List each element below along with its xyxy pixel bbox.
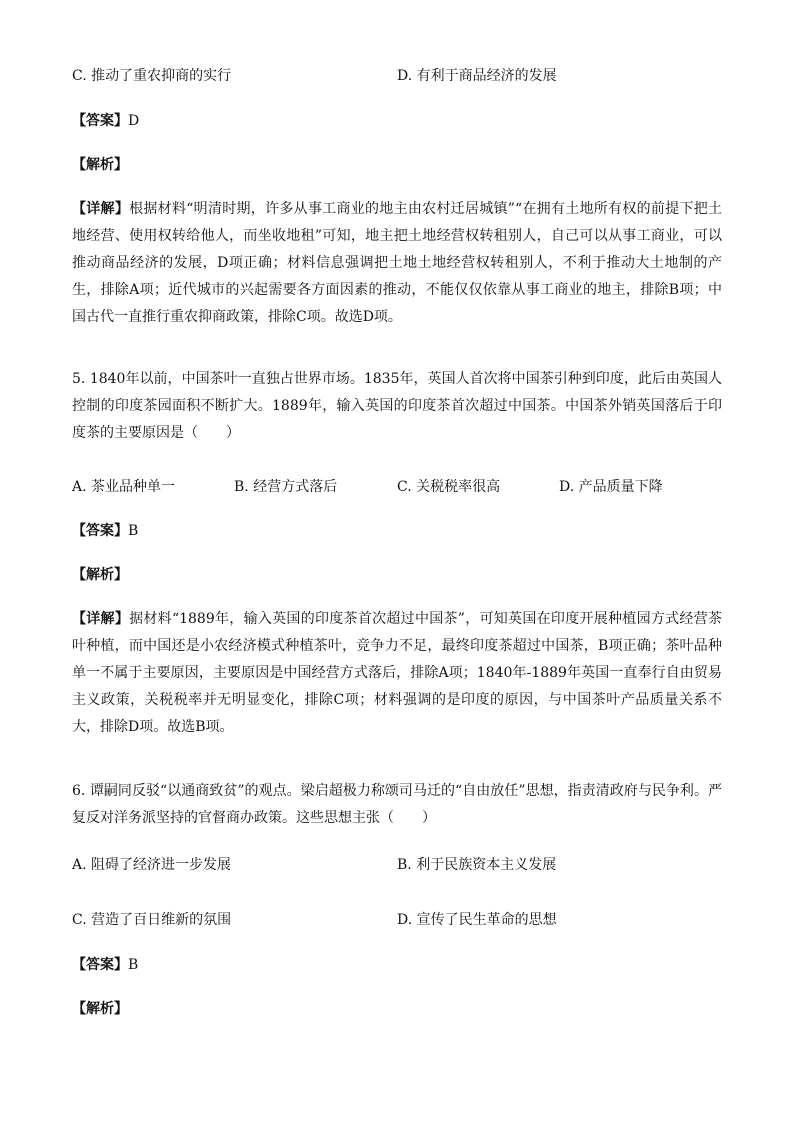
q5-option-a: A. 茶业品种单一 bbox=[72, 479, 176, 495]
q5-analysis-label: 【解析】 bbox=[72, 567, 128, 583]
q5-stem: 5. 1840年以前，中国茶叶一直独占世界市场。1835年，英国人首次将中国茶引种到印度，此后由英国人控制的印度茶园面积不断扩大。1889年，输入英国的印度茶首次超过中国茶。中国茶外销英国落后于印度茶的主要原因是（ ） bbox=[72, 371, 722, 441]
q5-detail-tag: 【详解】 bbox=[72, 611, 130, 627]
q6-answer-tag: 【答案】 bbox=[72, 957, 128, 973]
q4-answer-tag: 【答案】 bbox=[72, 113, 128, 129]
q5-option-b: B. 经营方式落后 bbox=[234, 479, 338, 495]
q6-option-a: A. 阻碍了经济进一步发展 bbox=[72, 857, 232, 873]
q6-option-b: B. 利于民族资本主义发展 bbox=[397, 857, 557, 873]
q6-answer-value: B bbox=[128, 957, 139, 973]
q4-detail-tag: 【详解】 bbox=[72, 201, 130, 217]
q6-options-row-ab bbox=[72, 855, 722, 875]
q4-option-d: D. 有利于商品经济的发展 bbox=[397, 68, 557, 84]
q5-answer-tag: 【答案】 bbox=[72, 523, 128, 539]
q6-stem: 6. 谭嗣同反驳“以通商致贫”的观点。梁启超极力称颂司马迁的“自由放任”思想，指责清政府与民争利。严复反对洋务派坚持的官督商办政策。这些思想主张（ ） bbox=[72, 783, 722, 826]
q6-options-row-cd bbox=[72, 910, 722, 930]
q5-options-row bbox=[72, 477, 722, 497]
q5-detail-text: 据材料“1889年，输入英国的印度茶首次超过中国茶”，可知英国在印度开展种植园方式经营茶叶种植，而中国还是小农经济模式种植茶叶，竞争力不足，最终印度茶超过中国茶，B项正确；茶叶品种单一不属于主要原因，主要原因是中国经营方式落后，排除A项；1840年-1889年英国一直奉行自由贸易主义政策，关税税率并无明显变化，排除C项；材料强调的是印度的原因，与中国茶叶产品质量关系不大，排除D项。故选B项。 bbox=[72, 611, 722, 735]
q6-answer bbox=[72, 955, 138, 975]
q4-option-c: C. 推动了重农抑商的实行 bbox=[72, 68, 232, 84]
q5-answer bbox=[72, 521, 138, 541]
q4-detail-text: 根据材料“明清时期，许多从事工商业的地主由农村迁居城镇”“在拥有土地所有权的前提下把土地经营、使用权转给他人，而坐收地租”可知，地主把土地经营权转租别人，自己可以从事工商业，可以推动商品经济的发展，D项正确；材料信息强调把土地土地经营权转租别人，不利于推动大土地制的产生，排除A项；近代城市的兴起需要各方面因素的推动，不能仅仅依靠从事工商业的地主，排除B项；中国古代一直推行重农抑商政策，排除C项。故选D项。 bbox=[72, 201, 722, 325]
q5-option-c: C. 关税税率很高 bbox=[397, 479, 501, 495]
q5-detail bbox=[72, 606, 722, 741]
q4-detail bbox=[72, 196, 722, 331]
q6-option-c: C. 营造了百日维新的氛围 bbox=[72, 912, 232, 928]
q4-answer bbox=[72, 111, 139, 131]
q4-options-row-cd bbox=[72, 66, 722, 86]
q4-analysis-label: 【解析】 bbox=[72, 157, 128, 173]
q5-option-d: D. 产品质量下降 bbox=[559, 479, 663, 495]
q6-analysis-label: 【解析】 bbox=[72, 1001, 128, 1017]
q5-answer-value: B bbox=[128, 523, 139, 539]
q6-option-d: D. 宣传了民生革命的思想 bbox=[397, 912, 557, 928]
q4-answer-value: D bbox=[128, 113, 140, 129]
